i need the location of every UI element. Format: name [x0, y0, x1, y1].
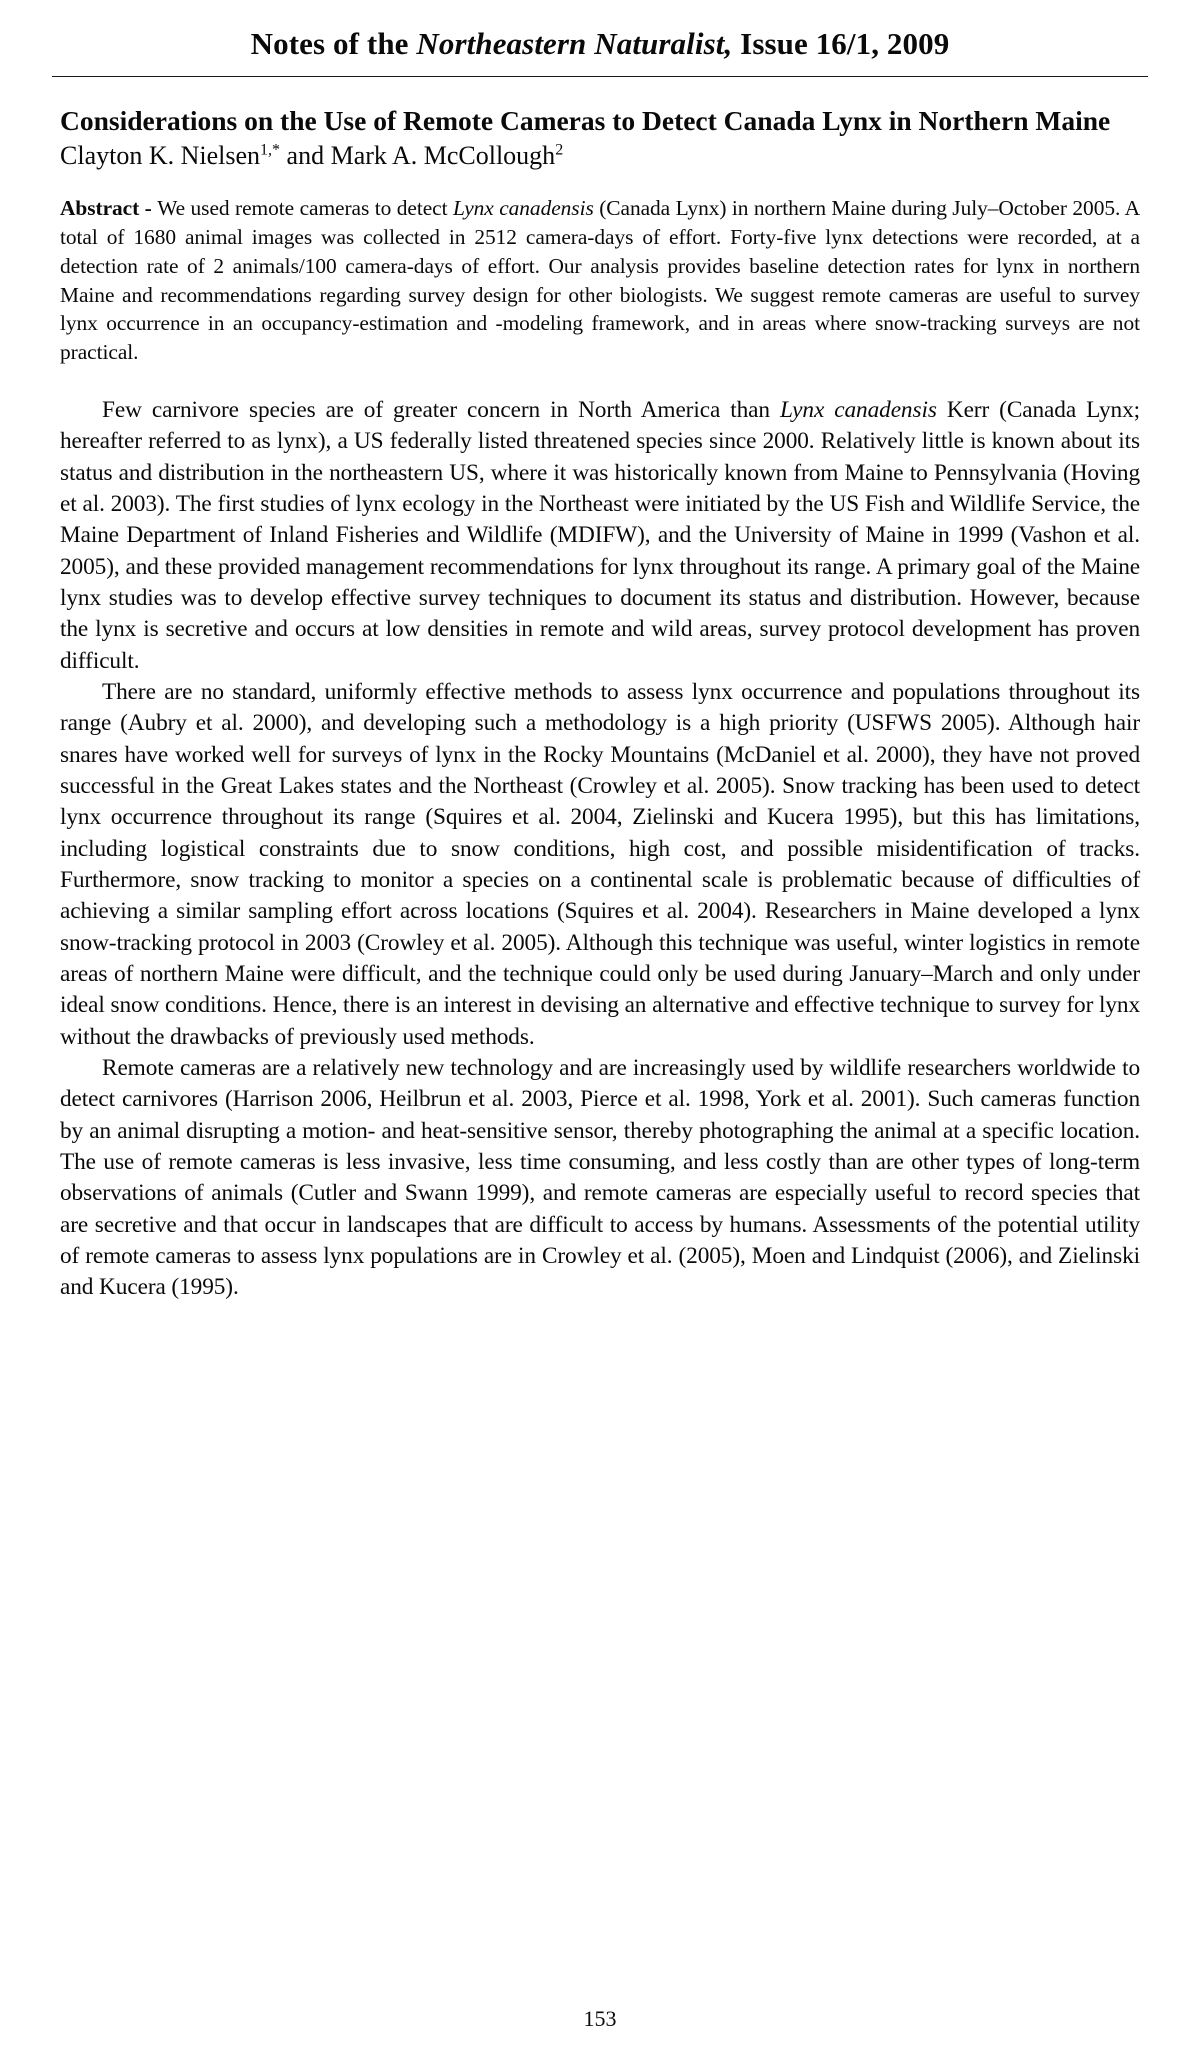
body-paragraph-3: Remote cameras are a relatively new technology and are increasingly used by wildlife researchers worldwide to detect carnivores (Harrison 2006, Heilbrun et al. 2003, Pierce et al. 1998, York et al. 2001). Such cameras function by an animal disrupting a motion- and heat-sensitive sensor, thereby photographing the animal at a specific location. The use of remote cameras is less invasive, less time consuming, and less costly than are other types of long-term observations of animals (Cutler and Swann 1999), and remote cameras are especially useful to record species that are secretive and that occur in landscapes that are difficult to access by humans. Assessments of the potential utility of remote cameras to assess lynx populations are in Crowley et al. (2005), Moen and Lindquist (2006), and Zielinski and Kucera (1995). [60, 1054, 1140, 1301]
paragraph-1-text-before-species: Few carnivore species are of greater concern in North America than [102, 397, 781, 424]
header-divider [52, 76, 1148, 77]
abstract-text-before-species: We used remote cameras to detect [157, 196, 453, 221]
page-number: 153 [583, 2006, 617, 2031]
body-paragraph-1 [60, 395, 1140, 677]
author-line [60, 140, 1140, 173]
paragraph-1-text-after-species: Kerr (Canada Lynx; hereafter referred to as lynx), a US federally listed threatened species since 2000. Relatively little is known about its status and distribution in the northeastern US, where it was historically known from Maine to Pennsylvania (Hoving et al. 2003). The first studies of lynx ecology in the Northeast were initiated by the US Fish and Wildlife Service, the Maine Department of Inland Fisheries and Wildlife (MDIFW), and the University of Maine in 1999 (Vashon et al. 2005), and these provided management recommendations for lynx throughout its range. A primary goal of the Maine lynx studies was to develop effective survey techniques to document its status and distribution. However, because the lynx is secretive and occurs at low densities in remote and wild areas, survey protocol development has proven difficult. [60, 397, 1140, 674]
running-head [60, 26, 1140, 76]
abstract [60, 194, 1140, 367]
author-primary-footnote-marker: 1,* [260, 141, 281, 159]
running-head-prefix: Notes of the [250, 26, 417, 61]
abstract-text-after-species: (Canada Lynx) in northern Maine during July–October 2005. A total of 1680 animal images was collected in 2512 camera-days of effort. Forty-five lynx detections were recorded, at a detection rate of 2 animals/100 camera-days of effort. Our analysis provides baseline detection rates for lynx in northern Maine and recommendations regarding survey design for other biologists. We suggest remote cameras are useful to survey lynx occurrence in an occupancy-estimation and -modeling framework, and in areas where snow-tracking surveys are not practical. [60, 196, 1140, 365]
abstract-species-name: Lynx canadensis [452, 196, 594, 221]
running-head-suffix: Issue 16/1, 2009 [732, 26, 950, 61]
body-paragraph-2: There are no standard, uniformly effective methods to assess lynx occurrence and populations throughout its range (Aubry et al. 2000), and developing such a methodology is a high priority (USFWS 2005). Although hair snares have worked well for surveys of lynx in the Rocky Mountains (McDaniel et al. 2000), they have not proved successful in the Great Lakes states and the Northeast (Crowley et al. 2005). Snow tracking has been used to detect lynx occurrence throughout its range (Squires et al. 2004, Zielinski and Kucera 1995), but this has limitations, including logistical constraints due to snow conditions, high cost, and possible misidentification of tracks. Furthermore, snow tracking to monitor a species on a continental scale is problematic because of difficulties of achieving a similar sampling effort across locations (Squires et al. 2004). Researchers in Maine developed a lynx snow-tracking protocol in 2003 (Crowley et al. 2005). Although this technique was useful, winter logistics in remote areas of northern Maine were difficult, and the technique could only be used during January–March and only under ideal snow conditions. Hence, there is an interest in devising an alternative and effective technique to survey for lynx without the drawbacks of previously used methods. [60, 678, 1140, 1050]
running-head-journal-name: Northeastern Naturalist, [416, 26, 733, 61]
author-primary: Clayton K. Nielsen [60, 140, 261, 170]
paragraph-1-species-name: Lynx canadensis [780, 397, 937, 424]
page-title: Considerations on the Use of Remote Cameras to Detect Canada Lynx in Northern Maine [60, 104, 1111, 136]
author-secondary-footnote-marker: 2 [555, 141, 564, 159]
author-secondary: and Mark A. McCollough [280, 140, 556, 170]
abstract-label: Abstract - [60, 196, 158, 221]
